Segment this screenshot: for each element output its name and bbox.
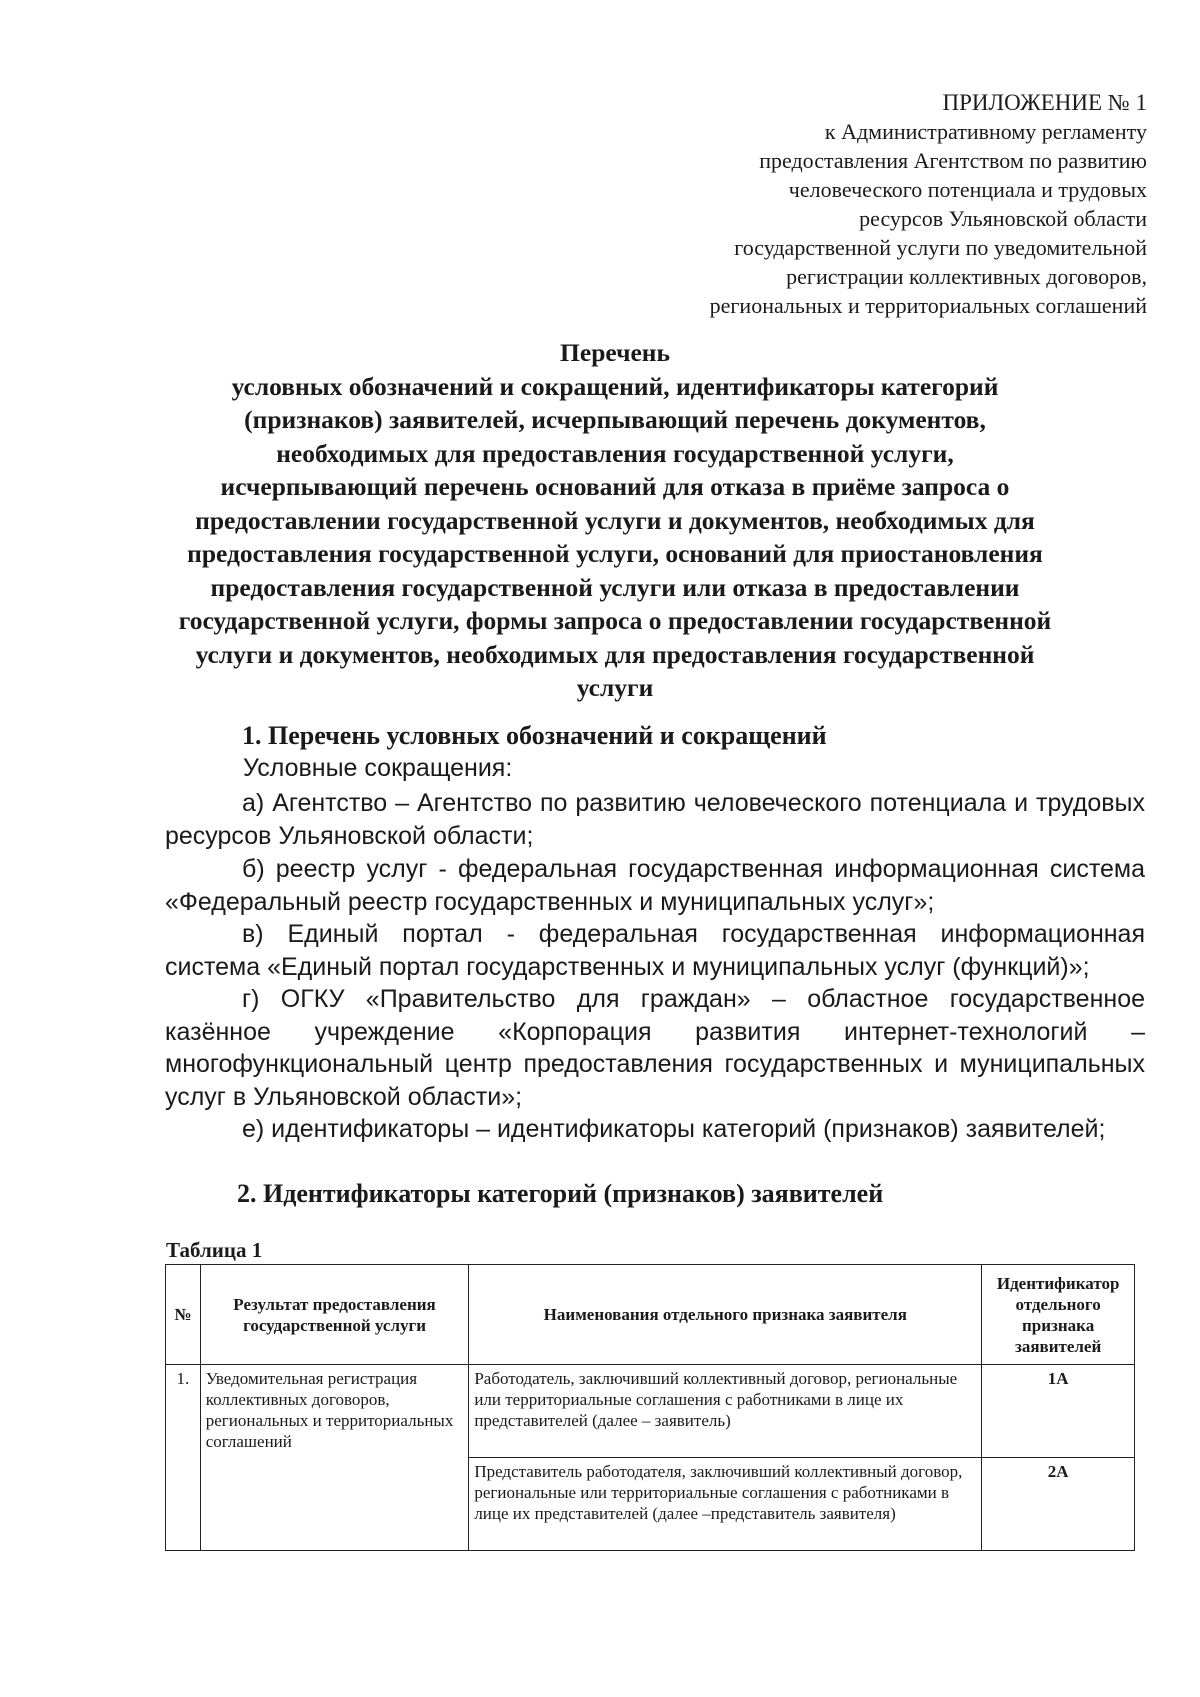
abbreviation-text: б) реестр услуг - федеральная государственная информационная система «Федеральный реестр государственных и муниципальных услуг»;	[165, 855, 1145, 916]
title-line: исчерпывающий перечень оснований для отказа в приёме запроса о	[220, 472, 1010, 501]
abbreviation-item-a	[165, 787, 1145, 852]
abbreviation-item-g	[165, 983, 1145, 1113]
table-caption: Таблица 1	[166, 1238, 263, 1262]
section-2-heading: 2. Идентификаторы категорий (признаков) заявителей	[237, 1179, 884, 1208]
column-header-result: Результат предоставления государственной услуги	[200, 1265, 469, 1365]
abbreviation-text: в) Единый портал - федеральная государственная информационная система «Единый портал государственных и муниципальных услуг (функций)»;	[165, 920, 1145, 981]
title-line: услуги и документов, необходимых для предоставления государственной	[195, 639, 1035, 669]
appendix-line: к Административному регламенту	[824, 119, 1147, 144]
section-1-heading: 1. Перечень условных обозначений и сокращений	[242, 721, 827, 750]
table-row	[166, 1365, 1135, 1458]
abbreviation-text: а) Агентство – Агентство по развитию человеческого потенциала и трудовых ресурсов Ульяновской области;	[165, 789, 1145, 850]
appendix-line: государственной услуги по уведомительной	[734, 235, 1147, 260]
title-line: условных обозначений и сокращений, идентификаторы категорий	[231, 371, 999, 401]
appendix-line: регистрации коллективных договоров,	[786, 264, 1147, 289]
title-line: предоставления государственной услуги или отказа в предоставлении	[210, 572, 1020, 602]
cell-identifier: 2А	[982, 1458, 1135, 1551]
title-line: предоставлении государственной услуги и документов, необходимых для	[195, 505, 1035, 535]
table-header-row	[166, 1265, 1135, 1365]
document-title	[150, 336, 1080, 705]
cell-attribute: Представитель работодателя, заключивший коллективный договор, региональные или территориальные соглашения с работниками в лице их представителей (далее –представитель заявителя)	[469, 1458, 982, 1551]
title-line: необходимых для предоставления государственной услуги,	[276, 438, 954, 468]
abbreviation-text: г) ОГКУ «Правительство для граждан» – областное государственное казённое учреждение «Корпорация развития интернет-технологий – многофункциональный центр предоставления государственных и муниципальных услуг в Ульяновской области»;	[165, 985, 1145, 1111]
abbreviation-item-b	[165, 853, 1145, 918]
abbreviation-item-e	[165, 1113, 1145, 1146]
title-line: государственной услуги, формы запроса о предоставлении государственной	[178, 606, 1052, 635]
appendix-line: ресурсов Ульяновской области	[859, 206, 1147, 231]
cell-result: Уведомительная регистрация коллективных договоров, региональных и территориальных соглашений	[200, 1365, 469, 1551]
abbreviation-text: е) идентификаторы – идентификаторы категорий (признаков) заявителей;	[242, 1115, 1106, 1143]
title-line: предоставления государственной услуги, оснований для приостановления	[187, 539, 1043, 568]
appendix-line: предоставления Агентством по развитию	[759, 148, 1147, 173]
title-line: услуги	[576, 673, 654, 702]
appendix-title: ПРИЛОЖЕНИЕ № 1	[942, 90, 1147, 115]
appendix-header	[447, 88, 1147, 320]
column-header-attribute: Наименования отдельного признака заявителя	[469, 1265, 982, 1365]
appendix-line: региональных и территориальных соглашений	[709, 293, 1147, 318]
column-header-number: №	[166, 1265, 201, 1365]
cell-identifier: 1А	[982, 1365, 1135, 1458]
cell-attribute: Работодатель, заключивший коллективный договор, региональные или территориальные соглашения с работниками в лице их представителей (далее – заявитель)	[469, 1365, 982, 1458]
column-header-identifier: Идентификатор отдельного признака заявителей	[982, 1265, 1135, 1365]
cell-number: 1.	[166, 1365, 201, 1551]
identifiers-table	[165, 1264, 1135, 1551]
abbreviation-item-v	[165, 918, 1145, 983]
appendix-line: человеческого потенциала и трудовых	[788, 177, 1147, 202]
abbreviations-subheading: Условные сокращения:	[243, 754, 513, 782]
title-line: (признаков) заявителей, исчерпывающий перечень документов,	[244, 405, 986, 434]
title-line: Перечень	[560, 338, 670, 367]
